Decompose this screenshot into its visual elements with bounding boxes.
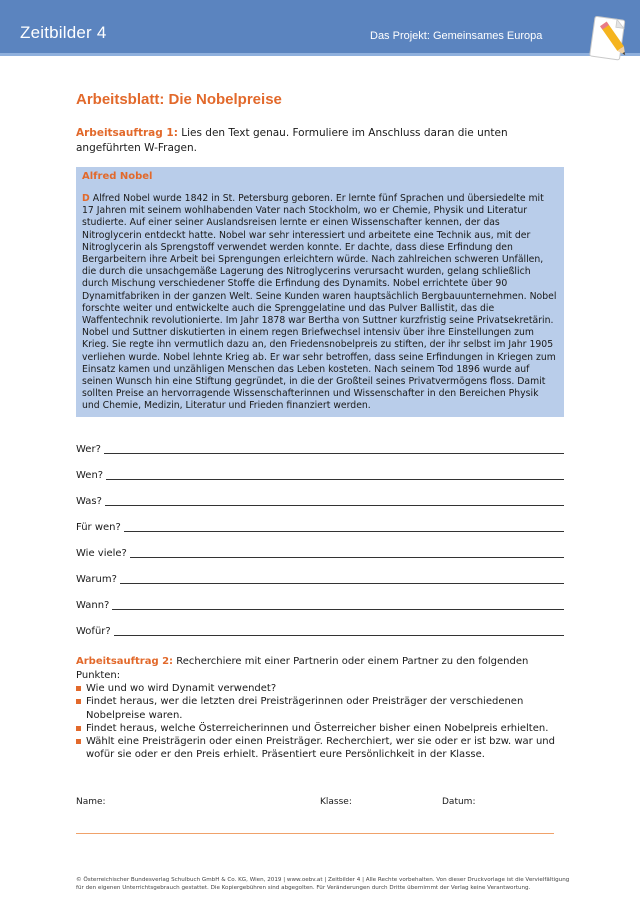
question-label: Wie viele? xyxy=(76,548,127,559)
footer-divider xyxy=(76,833,554,834)
footer-line-1: © Österreichischer Bundesverlag Schulbuch GmbH & Co. KG, Wien, 2019 | www.oebv.at | Zeitbilder 4 | Alle Rechte vorbehalten. Von dieser Druckvorlage ist die Vervielfältigung xyxy=(76,877,570,883)
bullet-square-icon xyxy=(76,686,81,691)
answer-line[interactable] xyxy=(104,453,564,454)
question-row[interactable] xyxy=(76,508,564,534)
task-2-text: Recherchiere mit einer Partnerin oder einem Partner zu den folgenden Punkten: xyxy=(76,656,529,681)
answer-line[interactable] xyxy=(106,479,564,480)
list-item xyxy=(76,682,566,695)
reading-text-mark: D xyxy=(82,193,90,204)
question-list xyxy=(76,430,564,638)
list-item xyxy=(76,722,566,735)
answer-line[interactable] xyxy=(124,531,564,532)
answer-line[interactable] xyxy=(120,583,564,584)
question-label: Wer? xyxy=(76,444,101,455)
question-row[interactable] xyxy=(76,456,564,482)
question-row[interactable] xyxy=(76,612,564,638)
project-title: Das Projekt: Gemeinsames Europa xyxy=(370,30,543,42)
list-item-text: Findet heraus, wer die letzten drei Preisträgerinnen oder Preisträger der verschiedenen Nobelpreise waren. xyxy=(86,696,524,721)
question-label: Wann? xyxy=(76,600,110,611)
question-label: Warum? xyxy=(76,574,117,585)
question-row[interactable] xyxy=(76,430,564,456)
bullet-square-icon xyxy=(76,699,81,704)
pencil-paper-icon xyxy=(586,12,632,64)
answer-line[interactable] xyxy=(105,505,564,506)
class-field-label: Klasse: xyxy=(320,797,352,807)
question-row[interactable] xyxy=(76,560,564,586)
research-list xyxy=(76,682,566,762)
list-item xyxy=(76,695,566,722)
answer-line[interactable] xyxy=(114,635,564,636)
bullet-square-icon xyxy=(76,726,81,731)
question-label: Was? xyxy=(76,496,102,507)
name-field-label: Name: xyxy=(76,797,106,807)
list-item-text: Wie und wo wird Dynamit verwendet? xyxy=(86,683,277,694)
task-1-text: Lies den Text genau. Formuliere im Anschluss daran die unten angeführten W-Fragen. xyxy=(76,127,508,154)
reading-text-box xyxy=(76,167,564,417)
reading-text-title: Alfred Nobel xyxy=(82,171,153,182)
question-row[interactable] xyxy=(76,534,564,560)
reading-text-body xyxy=(82,193,558,413)
book-title: Zeitbilder 4 xyxy=(20,23,107,42)
footer-line-2: für den eigenen Unterrichtsgebrauch gestattet. Die Kopiergebühren sind abgegolten. Für Veränderungen durch Dritte übernimmt der Verlag keine Verantwortung. xyxy=(76,885,531,891)
answer-line[interactable] xyxy=(130,557,564,558)
bullet-square-icon xyxy=(76,739,81,744)
question-label: Wofür? xyxy=(76,626,111,637)
list-item-text: Wählt eine Preisträgerin oder einen Preisträger. Recherchiert, wer sie oder er ist bzw. war und wofür sie oder er den Preis erhielt. Präsentiert eure Persönlichkeit in der Klasse. xyxy=(86,736,555,761)
question-label: Wen? xyxy=(76,470,104,481)
question-row[interactable] xyxy=(76,586,564,612)
question-label: Für wen? xyxy=(76,522,121,533)
task-2 xyxy=(76,655,566,683)
list-item xyxy=(76,735,566,762)
page-title: Arbeitsblatt: Die Nobelpreise xyxy=(76,91,282,108)
answer-line[interactable] xyxy=(112,609,564,610)
copyright-footer xyxy=(76,876,576,892)
question-row[interactable] xyxy=(76,482,564,508)
task-1-label: Arbeitsauftrag 1: xyxy=(76,127,178,139)
list-item-text: Findet heraus, welche Österreicherinnen und Österreicher bisher einen Nobelpreis erhielten. xyxy=(86,722,549,734)
reading-text-content: Alfred Nobel wurde 1842 in St. Petersburg geboren. Er lernte fünf Sprachen und übersiedelte mit 17 Jahren mit seinem wohlhabenden Vater nach Stockholm, wo er Chemie, Physik und Literatur studierte. Auf einer seiner Auslandsreisen lernte er einen Wissenschafter kennen, der das Nitroglycerin entdeckt hatte. Nobel war sehr interessiert und arbeitete eine Technik aus, mit der Nitroglycerin als Sprengstoff verwendet werden konnte. Er dachte, dass diese Erfindung den Bergarbeitern ihre Arbeit bei Sprengungen erleichtern würde. Nach zahlreichen schweren Unfällen, die durch die unsachgemäße Lagerung des Nitroglycerins verursacht wurden, gelang schließlich durch Mischung verschiedener Stoffe die Erfindung des Dynamits. Nobel errichtete über 90 Dynamitfabriken in der ganzen Welt. Seine Kunden waren hauptsächlich Bergbauunternehmen. Nobel forschte weiter und entwickelte auch die Sprenggelatine und das Pulver Ballistit, das die Waffentechnik revolutionierte. Im Jahr 1878 war Bertha von Suttner kurzfristig seine Privatsekretärin. Nobel und Suttner diskutierten in einem regen Briefwechsel intensiv über ihre Einstellungen zum Krieg. Sie regte ihn vermutlich dazu an, den Friedensnobelpreis zu stiften, der ihr selbst im Jahr 1905 verliehen wurde. Nobel lehnte Krieg ab. Er war sehr betroffen, dass seine Erfindungen in Kriegen zum Einsatz kamen und unzähligen Menschen das Leben kosteten. Nach seinem Tod 1896 wurde auf seinen Wunsch hin eine Stiftung gegründet, in die der Großteil seines Privatvermögens floss. Damit sollten Preise an hervorragende Wissenschafterinnen und Wissenschafter in den Bereichen Physik und Chemie, Medizin, Literatur und Frieden finanziert werden. xyxy=(82,193,557,412)
task-2-label: Arbeitsauftrag 2: xyxy=(76,656,174,667)
date-field-label: Datum: xyxy=(442,797,476,807)
task-1 xyxy=(76,126,556,156)
